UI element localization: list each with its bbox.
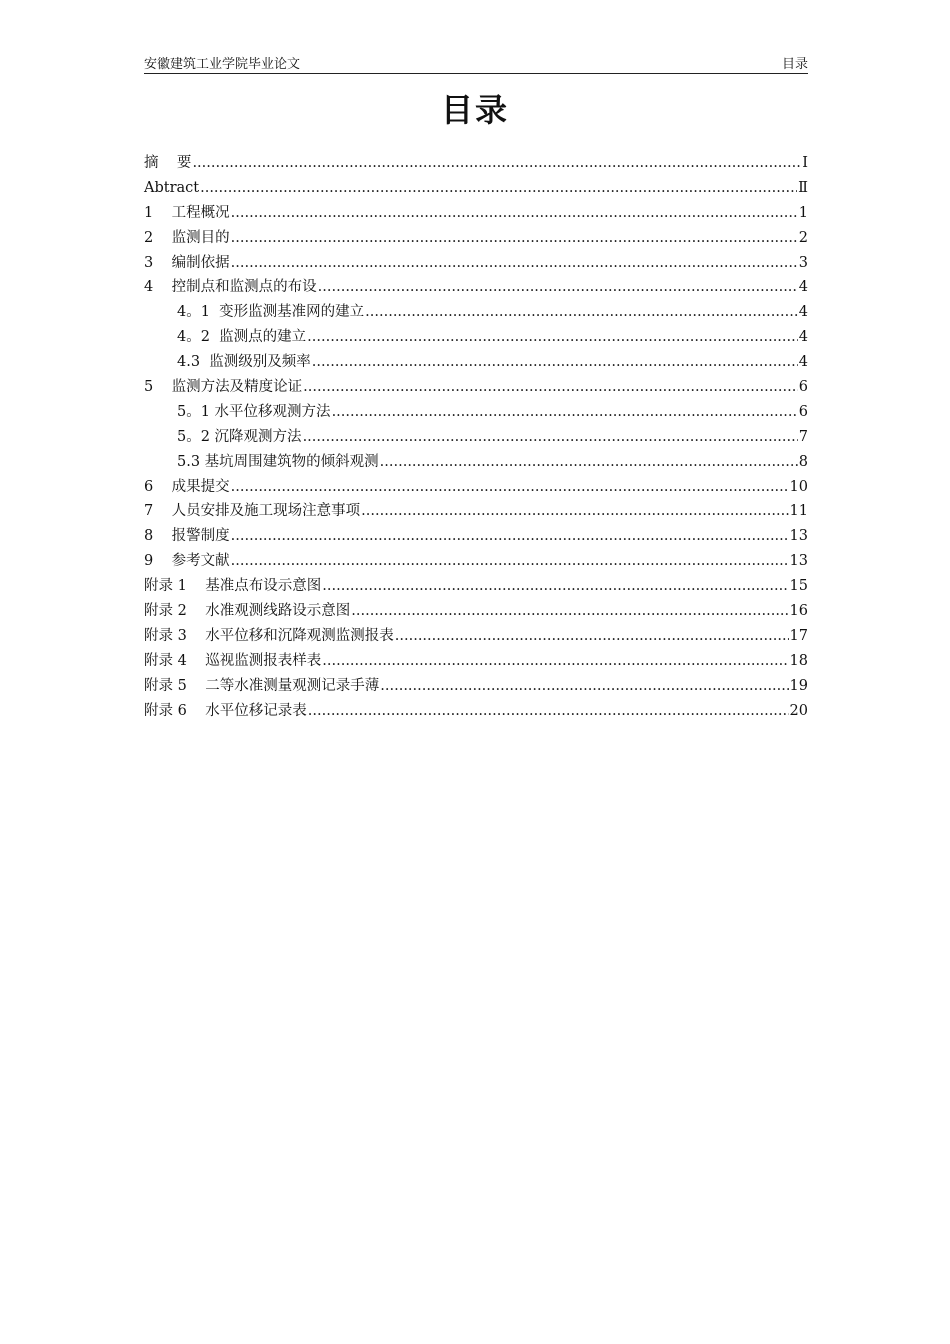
toc-entry-text: 4 控制点和监测点的布设 — [144, 279, 317, 296]
toc-dot-leader — [303, 375, 798, 400]
toc-title: 目录 — [440, 91, 509, 129]
toc-entry-text: 6 成果提交 — [144, 478, 230, 495]
toc-entry-page: I — [802, 155, 808, 171]
toc-dot-leader — [200, 176, 797, 201]
toc-entry[interactable] — [144, 475, 808, 500]
toc-dot-leader — [308, 699, 789, 724]
toc-entry-page: 19 — [789, 677, 808, 694]
toc-entry[interactable] — [144, 624, 808, 649]
toc-entry-page: 7 — [798, 428, 808, 445]
toc-entry-page: 17 — [789, 627, 808, 644]
toc-entry[interactable] — [144, 499, 808, 524]
toc-entry-page: 1 — [798, 204, 808, 221]
toc-dot-leader — [231, 201, 798, 226]
toc-entry-text: 3 编制依据 — [144, 254, 230, 271]
toc-entry[interactable] — [144, 251, 808, 276]
toc-entry-text: 附录 4 巡视监测报表样表 — [144, 652, 322, 669]
toc-entry[interactable] — [144, 574, 808, 599]
toc-entry-text: 1 工程概况 — [144, 204, 230, 221]
toc-entry[interactable] — [144, 524, 808, 549]
toc-dot-leader — [192, 151, 801, 176]
toc-dot-leader — [380, 674, 788, 699]
toc-entry-text: 8 报警制度 — [144, 528, 230, 545]
toc-dot-leader — [231, 549, 789, 574]
toc-dot-leader — [361, 499, 788, 524]
toc-entry-page: 10 — [789, 478, 808, 495]
toc-entry-page: 20 — [789, 702, 808, 719]
toc-dot-leader — [231, 226, 798, 251]
toc-dot-leader — [307, 325, 798, 350]
toc-entry-page: 8 — [798, 453, 808, 470]
toc-dot-leader — [380, 450, 798, 475]
toc-entry[interactable] — [144, 375, 808, 400]
toc-entry[interactable] — [144, 450, 808, 475]
toc-entry-page: 2 — [798, 229, 808, 246]
toc-entry-page: 18 — [789, 652, 808, 669]
toc-entry-text: 附录 5 二等水准测量观测记录手薄 — [144, 677, 380, 694]
toc-entry-page: 4 — [798, 279, 808, 296]
toc-entry[interactable] — [144, 325, 808, 350]
toc-entry-text: 5.3 基坑周围建筑物的倾斜观测 — [177, 453, 379, 470]
toc-entry[interactable] — [144, 549, 808, 574]
toc-dot-leader — [231, 524, 789, 549]
toc-dot-leader — [318, 275, 798, 300]
toc-entry-text: 5 监测方法及精度论证 — [144, 379, 303, 396]
toc-entry-text: 附录 6 水平位移记录表 — [144, 702, 307, 719]
toc-entry-text: 4.3 监测级别及频率 — [177, 354, 311, 371]
toc-entry-page: 6 — [798, 403, 808, 420]
toc-entry[interactable] — [144, 400, 808, 425]
toc-entry[interactable] — [144, 151, 808, 176]
toc-dot-leader — [322, 649, 788, 674]
toc-entry-page: 13 — [789, 553, 808, 570]
page-header — [144, 56, 808, 74]
toc-entry-text: 5。2 沉降观测方法 — [177, 428, 302, 445]
toc-entry[interactable] — [144, 176, 808, 201]
toc-entry-text: 附录 3 水平位移和沉降观测监测报表 — [144, 627, 394, 644]
toc-dot-leader — [231, 475, 789, 500]
toc-entry-page: 11 — [789, 503, 808, 520]
header-section: 目录 — [781, 57, 808, 72]
toc-entry[interactable] — [144, 649, 808, 674]
toc-entry-page: 4 — [798, 304, 808, 321]
toc-entry[interactable] — [144, 201, 808, 226]
toc-entry-text: 附录 2 水准观测线路设示意图 — [144, 603, 351, 620]
toc-entry-page: Ⅱ — [798, 179, 808, 196]
toc-dot-leader — [332, 400, 798, 425]
toc-entry[interactable] — [144, 674, 808, 699]
toc-entry-text: 摘 要 — [144, 155, 192, 171]
toc-entry-text: 7 人员安排及施工现场注意事项 — [144, 503, 361, 520]
toc-entry-text: 2 监测目的 — [144, 229, 230, 246]
toc-entry-page: 6 — [798, 379, 808, 396]
toc-entry-page: 3 — [798, 254, 808, 271]
toc-entry-text: Abtract — [144, 179, 200, 196]
toc-dot-leader — [351, 599, 788, 624]
toc-entry[interactable] — [144, 275, 808, 300]
toc-entry-text: 5。1 水平位移观测方法 — [177, 403, 331, 420]
toc-entry[interactable] — [144, 226, 808, 251]
toc-dot-leader — [312, 350, 798, 375]
toc-entry[interactable] — [144, 350, 808, 375]
toc-entry-text: 9 参考文献 — [144, 553, 230, 570]
toc-entry-page: 4 — [798, 329, 808, 346]
table-of-contents — [144, 151, 808, 723]
toc-entry[interactable] — [144, 699, 808, 724]
toc-entry-page: 13 — [789, 528, 808, 545]
toc-entry-page: 4 — [798, 354, 808, 371]
toc-dot-leader — [231, 251, 798, 276]
toc-entry-page: 16 — [789, 603, 808, 620]
toc-dot-leader — [365, 300, 798, 325]
toc-dot-leader — [395, 624, 789, 649]
toc-entry[interactable] — [144, 300, 808, 325]
header-institution: 安徽建筑工业学院毕业论文 — [144, 57, 301, 72]
toc-entry[interactable] — [144, 599, 808, 624]
toc-entry-text: 附录 1 基准点布设示意图 — [144, 578, 322, 595]
toc-entry-text: 4。2 监测点的建立 — [177, 329, 307, 346]
toc-entry-page: 15 — [789, 578, 808, 595]
toc-dot-leader — [303, 425, 798, 450]
toc-entry[interactable] — [144, 425, 808, 450]
toc-entry-text: 4。1 变形监测基准网的建立 — [177, 304, 365, 321]
toc-dot-leader — [322, 574, 788, 599]
